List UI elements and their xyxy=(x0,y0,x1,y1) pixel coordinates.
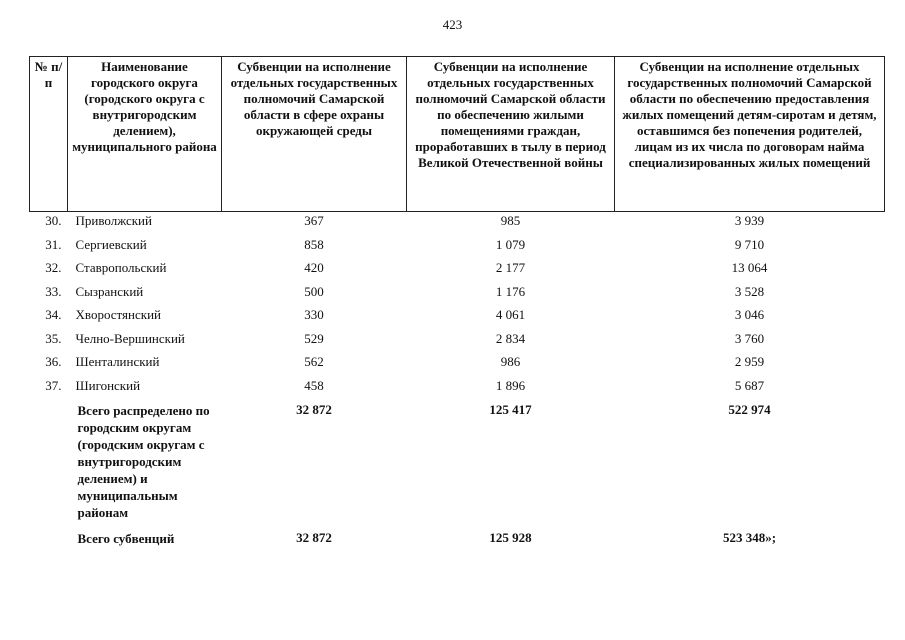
row-value-3: 3 528 xyxy=(734,283,765,299)
page-number: 423 xyxy=(442,17,463,32)
grand-total-label: Всего субвенций xyxy=(77,531,175,546)
row-name: Сызранский xyxy=(75,283,144,299)
row-number: 36. xyxy=(45,354,62,369)
row-value-3: 9 710 xyxy=(734,236,765,252)
total-distributed-value-3: 522 974 xyxy=(728,402,771,417)
row-value-2: 2 177 xyxy=(495,260,526,275)
grand-total-value-3: 523 348»; xyxy=(722,530,777,545)
row-number: 34. xyxy=(45,307,62,322)
grand-total-value-1: 32 872 xyxy=(296,530,332,545)
row-number: 32. xyxy=(45,260,62,275)
row-name: Шенталинский xyxy=(75,354,160,369)
table-row xyxy=(30,212,885,236)
row-number: 31. xyxy=(45,236,62,252)
row-value-1: 500 xyxy=(304,283,324,299)
table-row xyxy=(30,353,885,377)
row-value-1: 458 xyxy=(304,377,324,393)
table-row xyxy=(30,330,885,354)
header-orphans-housing: Субвенции на исполнение отдельных государственных полномочий Самарской области по обеспечению предоставления жилых помещений детям-сиротам и детям, оставшимся без попечения родителей, лицам из их числа по договорам найма специализированных жилых помещений xyxy=(615,57,885,212)
row-value-3: 3 760 xyxy=(734,330,765,346)
row-value-3: 13 064 xyxy=(731,260,768,275)
row-value-2: 1 896 xyxy=(495,377,526,393)
table-row xyxy=(30,259,885,283)
row-value-1: 367 xyxy=(304,213,324,228)
row-name: Сергиевский xyxy=(75,236,147,252)
total-distributed-value-2: 125 417 xyxy=(489,402,532,417)
row-value-3: 2 959 xyxy=(734,354,765,369)
row-value-3: 3 939 xyxy=(734,213,765,228)
header-environment: Субвенции на исполнение отдельных государственных полномочий Самарской области в сфере охраны окружающей среды xyxy=(222,57,407,212)
row-name: Шигонский xyxy=(75,377,141,393)
header-number: № п/п xyxy=(30,57,68,212)
total-distributed-label: Всего распределено по городским округам (городским округам с внутригородским делением) и муниципальным районам xyxy=(77,403,210,520)
table-row xyxy=(30,306,885,330)
row-value-2: 985 xyxy=(500,213,521,228)
row-value-2: 4 061 xyxy=(495,307,526,322)
row-value-2: 1 176 xyxy=(495,283,526,299)
total-distributed-value-1: 32 872 xyxy=(296,402,332,417)
row-name: Челно-Вершинский xyxy=(75,330,185,346)
row-value-1: 420 xyxy=(304,260,324,275)
row-value-2: 1 079 xyxy=(495,236,526,252)
row-number: 35. xyxy=(45,330,62,346)
grand-total-value-2: 125 928 xyxy=(489,530,532,545)
row-value-2: 2 834 xyxy=(495,330,526,346)
row-name: Приволжский xyxy=(75,213,152,228)
table-row xyxy=(30,377,885,401)
row-number: 33. xyxy=(45,283,62,299)
row-name: Хворостянский xyxy=(75,307,161,322)
row-value-3: 5 687 xyxy=(734,377,765,393)
row-value-2: 986 xyxy=(500,354,521,369)
row-value-1: 562 xyxy=(304,354,324,369)
row-value-1: 858 xyxy=(304,236,324,252)
grand-total-row xyxy=(30,521,885,547)
table-header-row xyxy=(30,57,885,212)
table-row xyxy=(30,283,885,307)
total-distributed-row xyxy=(30,400,885,521)
row-value-1: 330 xyxy=(304,307,324,322)
subventions-table xyxy=(29,56,885,547)
row-name: Ставропольский xyxy=(75,260,167,275)
row-value-3: 3 046 xyxy=(734,307,765,322)
header-name: Наименование городского округа (городского округа с внутригородским делением), муниципального района xyxy=(68,57,222,212)
row-number: 37. xyxy=(45,377,62,393)
table-row xyxy=(30,236,885,260)
header-home-front-workers: Субвенции на исполнение отдельных государственных полномочий Самарской области по обеспечению жилыми помещениями граждан, проработавших в тылу в период Великой Отечественной войны xyxy=(407,57,615,212)
row-number: 30. xyxy=(45,213,62,228)
row-value-1: 529 xyxy=(304,330,324,346)
